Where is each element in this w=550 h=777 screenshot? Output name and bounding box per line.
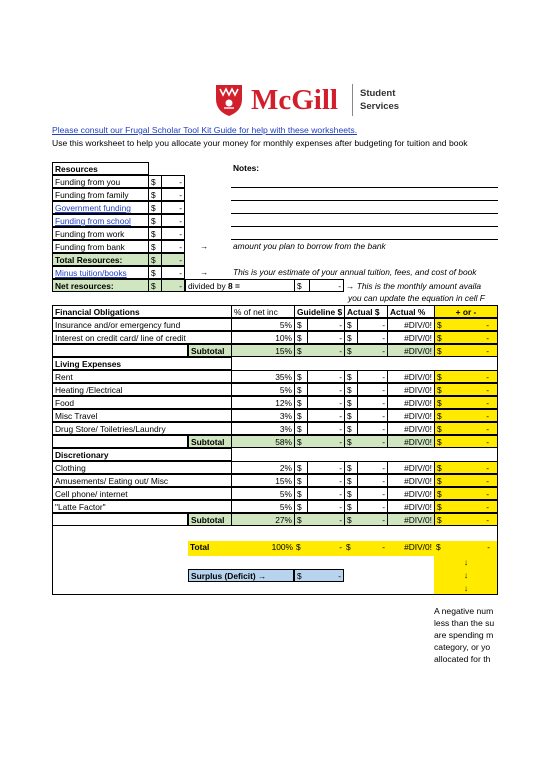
expense-label: Rent <box>52 370 232 383</box>
diff-currency: $ <box>434 435 448 448</box>
net-value: - <box>161 279 185 292</box>
resource-currency: $ <box>148 240 162 253</box>
resource-value-input[interactable]: - <box>161 175 185 188</box>
subtotal-pct: 58% <box>231 435 295 448</box>
guideline-currency: $ <box>294 487 308 500</box>
actual-value-input[interactable]: - <box>354 422 388 435</box>
down-arrow-icon: ↓ <box>434 569 498 582</box>
resource-label: Funding from bank <box>52 240 149 253</box>
monthly-value: - <box>309 279 344 292</box>
total-actual-cur: $ <box>344 541 358 556</box>
resource-value-input[interactable]: - <box>161 214 185 227</box>
header-financial-obligations: Financial Obligations <box>52 305 232 318</box>
diff-value: - <box>444 461 498 474</box>
resource-value-input[interactable]: - <box>161 201 185 214</box>
actual-pct: #DIV/0! <box>387 422 435 435</box>
section-title: Discretionary <box>52 448 232 461</box>
resources-heading: Resources <box>52 162 149 175</box>
guideline-value: - <box>304 513 345 526</box>
actual-value-input[interactable]: - <box>354 500 388 513</box>
diff-currency: $ <box>434 487 448 500</box>
expense-label: Misc Travel <box>52 409 232 422</box>
actual-value-input[interactable]: - <box>354 318 388 331</box>
guideline-value: - <box>304 500 345 513</box>
actual-pct: #DIV/0! <box>387 500 435 513</box>
brand-name: McGill <box>251 84 338 116</box>
actual-pct: #DIV/0! <box>387 331 435 344</box>
actual-value-input[interactable]: - <box>354 396 388 409</box>
expense-pct-input[interactable]: 5% <box>231 500 295 513</box>
expense-label: Interest on credit card/ line of credit <box>52 331 232 344</box>
guideline-currency: $ <box>294 422 308 435</box>
divided-by-text: divided by <box>188 281 229 291</box>
guideline-currency: $ <box>294 383 308 396</box>
minus-value-input[interactable]: - <box>161 266 185 279</box>
guideline-value: - <box>304 383 345 396</box>
expense-label: Food <box>52 396 232 409</box>
resource-label: Funding from work <box>52 227 149 240</box>
subtotal-label: Subtotal <box>188 513 232 526</box>
actual-pct: #DIV/0! <box>387 344 435 357</box>
guideline-value: - <box>304 344 345 357</box>
toolkit-link[interactable]: Please consult our Frugal Scholar Tool Kit Guide for help with these worksheets. <box>52 125 358 135</box>
resource-currency: $ <box>148 201 162 214</box>
total-actual-val: - <box>354 541 387 556</box>
actual-pct: #DIV/0! <box>387 487 435 500</box>
diff-currency: $ <box>434 344 448 357</box>
guideline-currency: $ <box>294 370 308 383</box>
guideline-value: - <box>304 461 345 474</box>
guideline-value: - <box>304 318 345 331</box>
down-arrow-icon: ↓ <box>434 582 498 595</box>
actual-value-input[interactable]: - <box>354 370 388 383</box>
divisor-value: 8 = <box>228 281 240 291</box>
bank-note: amount you plan to borrow from the bank <box>233 241 386 251</box>
diff-value: - <box>444 331 498 344</box>
actual-currency: $ <box>344 344 358 357</box>
net-resources-label: Net resources: <box>52 279 149 292</box>
surplus-label: Surplus (Deficit) → <box>188 569 294 582</box>
surplus-currency: $ <box>294 569 308 582</box>
guideline-value: - <box>304 370 345 383</box>
expense-label: "Latte Factor" <box>52 500 232 513</box>
actual-value-input[interactable]: - <box>354 474 388 487</box>
expense-label: Cell phone/ internet <box>52 487 232 500</box>
resource-currency: $ <box>148 175 162 188</box>
section-title: Living Expenses <box>52 357 232 370</box>
total-diff-cur: $ <box>434 541 448 556</box>
diff-currency: $ <box>434 318 448 331</box>
guideline-currency: $ <box>294 461 308 474</box>
notes-line <box>231 213 498 214</box>
actual-value-input[interactable]: - <box>354 487 388 500</box>
actual-subtotal: - <box>354 344 388 357</box>
expense-label: Insurance and/or emergency fund <box>52 318 232 331</box>
guideline-value: - <box>304 331 345 344</box>
monthly-currency: $ <box>294 279 310 292</box>
actual-currency: $ <box>344 435 358 448</box>
guideline-value: - <box>304 409 345 422</box>
actual-currency: $ <box>344 474 358 487</box>
expense-pct-input[interactable]: 2% <box>231 461 295 474</box>
footnote-line: less than the su <box>434 618 495 628</box>
expense-label: Clothing <box>52 461 232 474</box>
diff-value: - <box>444 344 498 357</box>
total-guide-val: - <box>304 541 344 556</box>
diff-currency: $ <box>434 461 448 474</box>
diff-value: - <box>444 396 498 409</box>
diff-currency: $ <box>434 396 448 409</box>
diff-value: - <box>444 487 498 500</box>
resource-label[interactable]: Funding from school <box>52 214 149 227</box>
diff-currency: $ <box>434 474 448 487</box>
actual-subtotal: - <box>354 513 388 526</box>
subtotal-pct: 27% <box>231 513 295 526</box>
guideline-value: - <box>304 474 345 487</box>
footnote-line: category, or yo <box>434 642 491 652</box>
resource-value-input[interactable]: - <box>161 188 185 201</box>
row-label-blank <box>52 513 188 526</box>
guideline-currency: $ <box>294 318 308 331</box>
row-label-blank <box>52 344 188 357</box>
dept-line-1: Student <box>360 88 396 99</box>
actual-pct: #DIV/0! <box>387 383 435 396</box>
guideline-currency: $ <box>294 500 308 513</box>
actual-currency: $ <box>344 409 358 422</box>
logo-divider <box>352 84 353 116</box>
actual-pct: #DIV/0! <box>387 435 435 448</box>
actual-subtotal: - <box>354 435 388 448</box>
diff-value: - <box>444 513 498 526</box>
footnote-line: are spending m <box>434 630 494 640</box>
diff-value: - <box>444 435 498 448</box>
expense-label: Drug Store/ Toiletries/Laundry <box>52 422 232 435</box>
expense-pct-input[interactable]: 5% <box>231 318 295 331</box>
actual-currency: $ <box>344 383 358 396</box>
actual-pct: #DIV/0! <box>387 370 435 383</box>
expense-pct-input[interactable]: 35% <box>231 370 295 383</box>
actual-pct: #DIV/0! <box>387 513 435 526</box>
resource-label[interactable]: Government funding <box>52 201 149 214</box>
guideline-currency: $ <box>294 474 308 487</box>
arrow-glyph: → <box>200 267 209 277</box>
actual-value-input[interactable]: - <box>354 331 388 344</box>
diff-value: - <box>444 409 498 422</box>
diff-currency: $ <box>434 409 448 422</box>
diff-value: - <box>444 422 498 435</box>
resource-value-input[interactable]: - <box>161 240 185 253</box>
actual-currency: $ <box>344 513 358 526</box>
mcgill-logo <box>213 83 363 119</box>
divided-by-label <box>185 279 295 292</box>
guideline-currency: $ <box>294 435 308 448</box>
tuition-note: This is your estimate of your annual tuition, fees, and cost of book <box>233 267 477 277</box>
expense-pct-input[interactable]: 3% <box>231 409 295 422</box>
actual-currency: $ <box>344 461 358 474</box>
actual-value-input[interactable]: - <box>354 461 388 474</box>
guideline-currency: $ <box>294 409 308 422</box>
actual-pct: #DIV/0! <box>387 474 435 487</box>
diff-currency: $ <box>434 422 448 435</box>
diff-value: - <box>444 500 498 513</box>
actual-pct: #DIV/0! <box>387 461 435 474</box>
header-pct-net-income: % of net inc <box>231 305 295 318</box>
dept-line-2: Services <box>360 101 400 112</box>
notes-line <box>231 187 498 188</box>
diff-value: - <box>444 383 498 396</box>
net-currency: $ <box>148 279 162 292</box>
total-resources-label: Total Resources: <box>52 253 149 266</box>
total-label: Total <box>188 541 232 556</box>
actual-pct: #DIV/0! <box>387 409 435 422</box>
diff-value: - <box>444 474 498 487</box>
expense-pct-input[interactable]: 15% <box>231 474 295 487</box>
actual-currency: $ <box>344 500 358 513</box>
row-label-blank <box>52 435 188 448</box>
actual-value-input[interactable]: - <box>354 383 388 396</box>
resource-currency: $ <box>148 227 162 240</box>
header-guideline: Guideline $ <box>294 305 345 318</box>
actual-currency: $ <box>344 396 358 409</box>
diff-currency: $ <box>434 370 448 383</box>
notes-line <box>231 200 498 201</box>
actual-currency: $ <box>344 318 358 331</box>
diff-value: - <box>444 318 498 331</box>
expense-pct-input[interactable]: 10% <box>231 331 295 344</box>
actual-value-input[interactable]: - <box>354 409 388 422</box>
diff-value: - <box>444 370 498 383</box>
footnote-line: A negative num <box>434 606 494 616</box>
down-arrow-icon: ↓ <box>434 556 498 569</box>
expense-pct-input[interactable]: 5% <box>231 383 295 396</box>
arrow-glyph: → <box>200 241 209 251</box>
minus-currency: $ <box>148 266 162 279</box>
guideline-value: - <box>304 487 345 500</box>
resource-currency: $ <box>148 188 162 201</box>
diff-currency: $ <box>434 500 448 513</box>
resource-label: Funding from family <box>52 188 149 201</box>
minus-tuition-label[interactable]: Minus tuition/books <box>52 266 149 279</box>
diff-currency: $ <box>434 331 448 344</box>
total-guide-cur: $ <box>294 541 308 556</box>
subtotal-pct: 15% <box>231 344 295 357</box>
guideline-value: - <box>304 396 345 409</box>
intro-description: Use this worksheet to help you allocate your money for monthly expenses after budgeting for tuition and book <box>52 138 468 148</box>
notes-heading: Notes: <box>233 163 260 173</box>
equation-note: you can update the equation in cell F <box>348 293 485 303</box>
actual-pct: #DIV/0! <box>387 318 435 331</box>
actual-currency: $ <box>344 370 358 383</box>
guideline-value: - <box>304 435 345 448</box>
total-resources-currency: $ <box>148 253 162 266</box>
total-diff-val: - <box>444 541 498 556</box>
guideline-value: - <box>304 422 345 435</box>
footnote-line: allocated for th <box>434 654 491 664</box>
actual-currency: $ <box>344 422 358 435</box>
actual-currency: $ <box>344 331 358 344</box>
actual-currency: $ <box>344 487 358 500</box>
total-pct: 100% <box>231 541 295 556</box>
resource-currency: $ <box>148 214 162 227</box>
actual-pct: #DIV/0! <box>387 396 435 409</box>
diff-currency: $ <box>434 513 448 526</box>
expense-pct-input[interactable]: 12% <box>231 396 295 409</box>
guideline-currency: $ <box>294 344 308 357</box>
surplus-value: - <box>304 569 344 582</box>
resource-label: Funding from you <box>52 175 149 188</box>
subtotal-label: Subtotal <box>188 435 232 448</box>
mcgill-crest-icon <box>213 83 245 117</box>
expense-label: Amusements/ Eating out/ Misc <box>52 474 232 487</box>
total-actual-pct: #DIV/0! <box>387 541 434 556</box>
resource-value-input[interactable]: - <box>161 227 185 240</box>
header-actual-pct: Actual % <box>387 305 435 318</box>
notes-line <box>231 226 498 227</box>
diff-currency: $ <box>434 383 448 396</box>
monthly-note: → This is the monthly amount availa <box>346 281 481 291</box>
header-actual-dollar: Actual $ <box>344 305 388 318</box>
expense-label: Heating /Electrical <box>52 383 232 396</box>
guideline-currency: $ <box>294 396 308 409</box>
subtotal-label: Subtotal <box>188 344 232 357</box>
expense-pct-input[interactable]: 3% <box>231 422 295 435</box>
guideline-currency: $ <box>294 331 308 344</box>
header-plus-minus: + or - <box>434 305 498 318</box>
expense-pct-input[interactable]: 5% <box>231 487 295 500</box>
total-resources-value: - <box>161 253 185 266</box>
guideline-currency: $ <box>294 513 308 526</box>
